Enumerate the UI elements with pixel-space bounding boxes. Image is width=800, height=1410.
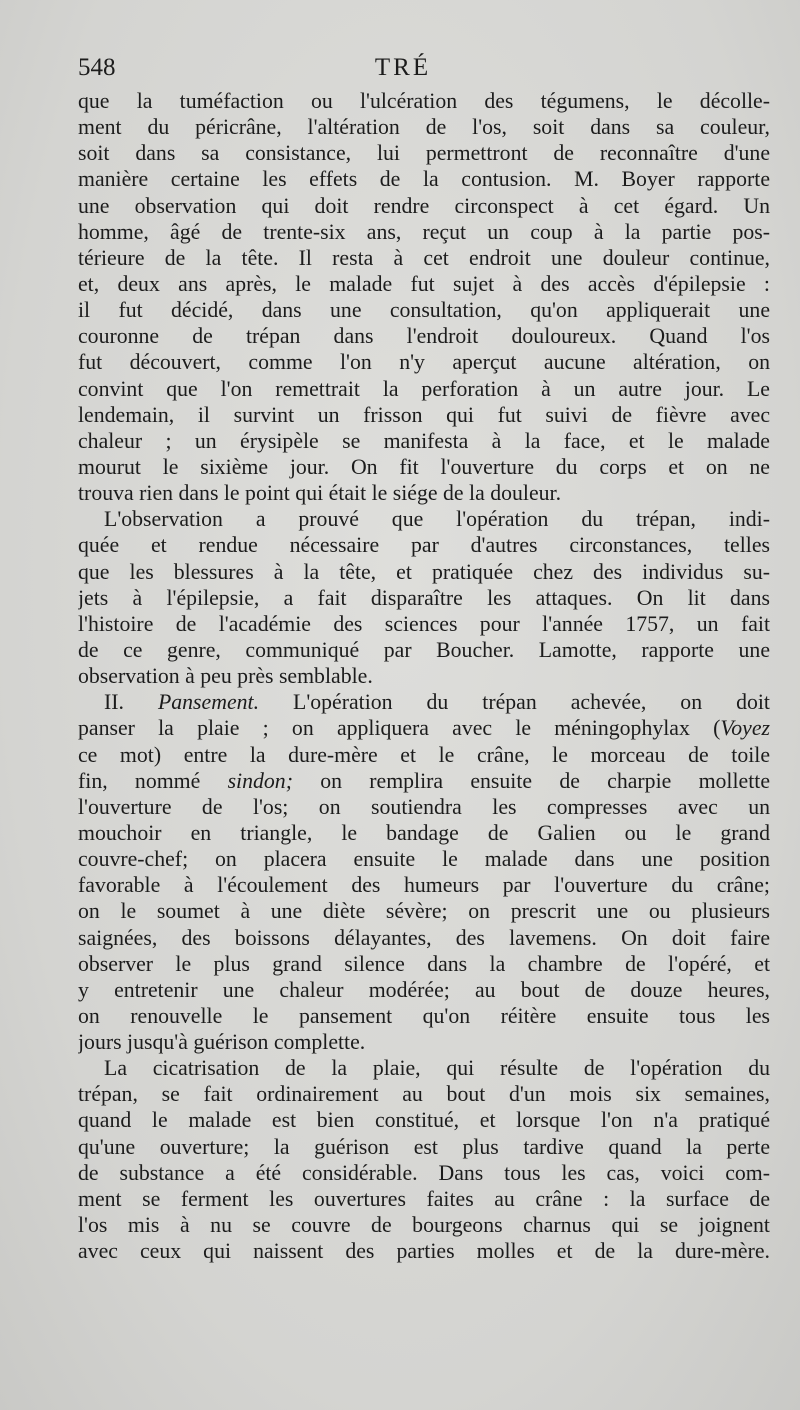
text-line [78,689,770,715]
text-segment: il fut décidé, dans une consultation, qu'on appliquerait une [78,298,770,323]
text-segment: une observation qui doit rendre circonspect à cet égard. Un [78,193,770,218]
text-segment: l'ouverture de l'os; on soutiendra les compresses avec un [78,794,770,819]
text-line [78,166,770,192]
text-segment: observation à peu près semblable. [78,664,373,689]
text-line [78,846,770,872]
text-line [78,297,770,323]
text-segment: jours jusqu'à guérison complette. [78,1030,366,1055]
text-line [78,951,770,977]
text-line [78,376,770,402]
text-segment: L'observation a prouvé que l'opération du trépan, indi- [104,507,770,532]
text-line [78,428,770,454]
text-segment: couvre-chef; on placera ensuite le malade dans une position [78,847,770,872]
text-segment: l'os mis à nu se couvre de bourgeons charnus qui se joignent [78,1213,770,1238]
italic-text: sindon; [227,768,293,793]
text-line [78,88,770,114]
text-line [78,585,770,611]
text-line [78,1081,770,1107]
text-segment: et, deux ans après, le malade fut sujet à des accès d'épilepsie : [78,271,770,296]
running-head: TRÉ [374,54,432,81]
text-segment: lendemain, il survint un frisson qui fut suivi de fièvre avec [78,402,770,427]
text-line [78,219,770,245]
text-line [78,742,770,768]
text-segment: jets à l'épilepsie, a fait disparaître les attaques. On lit dans [78,585,770,610]
text-segment: mouchoir en triangle, le bandage de Galien ou le grand [78,820,770,845]
text-line [78,480,770,506]
text-line [78,768,770,794]
text-segment: panser la plaie ; on appliquera avec le méningophylax ( [78,716,721,741]
text-segment: mourut le sixième jour. On fit l'ouverture du corps et on ne [78,454,770,479]
text-segment: L'opération du trépan achevée, on doit [259,690,770,715]
text-line [78,114,770,140]
text-line [78,637,770,663]
text-line [78,454,770,480]
text-segment: y entretenir une chaleur modérée; au bout de douze heures, [78,977,770,1002]
text-segment: on renouvelle le pansement qu'on réitère ensuite tous les [78,1003,770,1028]
page-header [78,54,728,88]
text-segment: qu'une ouverture; la guérison est plus tardive quand la perte [78,1134,770,1159]
text-line [78,611,770,637]
text-segment: favorable à l'écoulement des humeurs par l'ouverture du crâne; [78,873,770,898]
text-line [78,402,770,428]
text-line [78,1055,770,1081]
text-line [78,1212,770,1238]
text-segment: quand le malade est bien constitué, et lorsque l'on n'a pratiqué [78,1108,770,1133]
text-segment: manière certaine les effets de la contusion. M. Boyer rapporte [78,167,770,192]
text-line [78,872,770,898]
text-segment: térieure de la tête. Il resta à cet endroit une douleur continue, [78,245,770,270]
text-line [78,663,770,689]
text-segment: on le soumet à une diète sévère; on prescrit une ou plusieurs [78,899,770,924]
text-segment: couronne de trépan dans l'endroit douloureux. Quand l'os [78,324,770,349]
text-segment: chaleur ; un érysipèle se manifesta à la face, et le malade [78,428,770,453]
body-text [78,88,770,1264]
text-segment: que la tuméfaction ou l'ulcération des tégumens, le décolle- [78,89,770,113]
text-line [78,794,770,820]
text-line [78,1238,770,1264]
text-segment: trépan, se fait ordinairement au bout d'un mois six semaines, [78,1082,770,1107]
text-line [78,820,770,846]
page-number: 548 [78,54,116,81]
text-segment: homme, âgé de trente-six ans, reçut un coup à la partie pos- [78,219,770,244]
text-segment: de substance a été considérable. Dans tous les cas, voici com- [78,1160,770,1185]
text-segment: ment du péricrâne, l'altération de l'os, soit dans sa couleur, [78,115,770,140]
text-segment: saignées, des boissons délayantes, des lavemens. On doit faire [78,925,770,950]
text-line [78,1160,770,1186]
text-line [78,715,770,741]
italic-text: Voyez [720,716,770,741]
text-line [78,1186,770,1212]
text-line [78,506,770,532]
text-line [78,271,770,297]
italic-text: Pansement. [157,690,260,715]
text-line [78,898,770,924]
text-segment: on remplira ensuite de charpie mollette [292,768,770,793]
text-segment: trouva rien dans le point qui était le siége de la douleur. [78,481,562,506]
text-segment: avec ceux qui naissent des parties molles et de la dure-mère. [78,1239,770,1264]
text-segment: ce mot) entre la dure-mère et le crâne, le morceau de toile [78,742,770,767]
text-line [78,193,770,219]
text-line [78,1134,770,1160]
text-segment: fut découvert, comme l'on n'y aperçut aucune altération, on [78,350,770,375]
text-segment: quée et rendue nécessaire par d'autres circonstances, telles [78,533,770,558]
text-segment: II. [104,690,158,715]
text-segment: soit dans sa consistance, lui permettront de reconnaître d'une [78,141,770,166]
text-segment: fin, nommé [78,768,228,793]
text-line [78,1107,770,1133]
text-line [78,1029,770,1055]
text-line [78,245,770,271]
text-line [78,559,770,585]
text-line [78,925,770,951]
text-line [78,140,770,166]
text-line [78,349,770,375]
text-segment: convint que l'on remettrait la perforation à un autre jour. Le [78,376,770,401]
text-line [78,532,770,558]
text-line [78,1003,770,1029]
text-segment: l'histoire de l'académie des sciences pour l'année 1757, un fait [78,611,770,636]
text-line [78,977,770,1003]
text-line [78,323,770,349]
text-segment: ment se ferment les ouvertures faites au crâne : la surface de [78,1186,770,1211]
text-segment: que les blessures à la tête, et pratiquée chez des individus su- [78,559,770,584]
text-segment: de ce genre, communiqué par Boucher. Lamotte, rapporte une [78,637,770,662]
text-segment: La cicatrisation de la plaie, qui résulte de l'opération du [104,1056,770,1081]
text-segment: observer le plus grand silence dans la chambre de l'opéré, et [78,951,770,976]
